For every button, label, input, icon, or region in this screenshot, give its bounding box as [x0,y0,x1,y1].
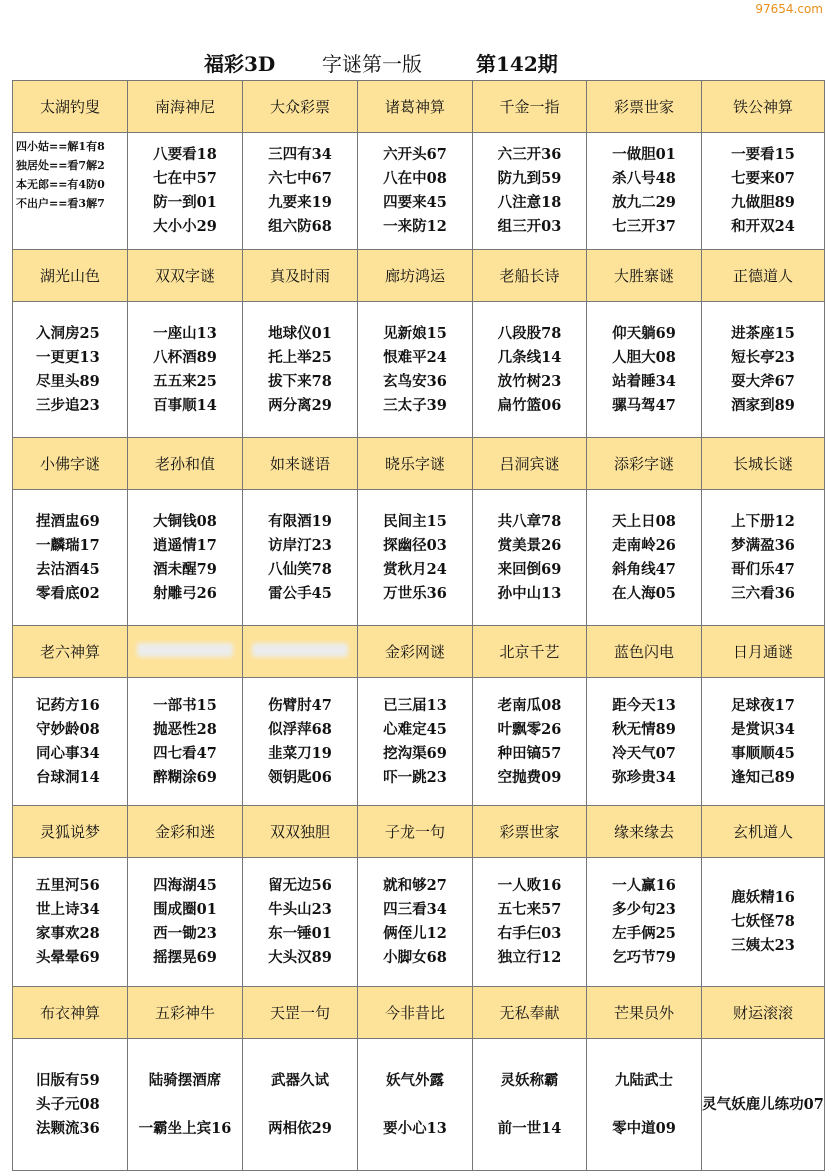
riddle-line: 种田镐57 [497,744,562,762]
riddle-line: 上下册12 [731,512,795,530]
riddle-cell [702,490,825,626]
riddle-line: 前一世14 [497,1119,562,1137]
riddle-line: 已三届13 [383,696,447,714]
riddle-line: 雷公手45 [268,584,332,602]
author-name-cell: 大众彩票 [243,81,358,133]
riddle-line: 酒未醒79 [153,560,217,578]
riddle-line: 射雕弓26 [153,584,217,602]
riddle-cell [358,858,473,987]
riddle-cell [128,490,243,626]
author-name-cell: 五彩神牛 [128,987,243,1039]
author-name-cell [128,626,243,678]
riddle-line: 访岸汀23 [268,536,332,554]
riddle-line: 四三看34 [383,901,447,918]
riddle-row [13,133,825,250]
riddle-cell [587,678,702,806]
riddle-line: 在人海05 [612,584,676,602]
author-name-cell: 长城长谜 [702,438,825,490]
riddle-line: 八段股78 [497,324,562,342]
riddle-line: 骡马驾47 [612,396,676,414]
author-name-cell: 今非昔比 [358,987,473,1039]
riddle-line: 不出户==看3解7 [16,197,105,210]
riddle-cell [243,1039,358,1171]
riddle-line: 百事顺14 [153,396,217,414]
riddle-line: 几条线14 [497,348,562,366]
riddle-cell [128,678,243,806]
riddle-line: 心难定45 [383,720,447,738]
riddle-line: 七要来07 [731,170,795,187]
riddle-line: 玄鸟安36 [383,372,447,390]
riddle-line: 酒家到89 [731,396,795,414]
riddle-line: 尽里头89 [36,372,100,390]
riddle-line: 放九二29 [612,194,676,211]
riddle-line: 逢知己89 [731,768,795,786]
riddle-line: 七三开37 [612,218,676,235]
riddle-cell [587,133,702,250]
riddle-line: 妖气外露 [386,1071,444,1089]
riddle-line: 人胆大08 [612,348,676,366]
author-name-cell: 彩票世家 [473,806,587,858]
author-name-cell: 缘来缘去 [587,806,702,858]
author-name-cell: 子龙一句 [358,806,473,858]
riddle-line: 秋无情89 [612,720,676,738]
riddle-line: 六七中67 [268,170,332,187]
author-name-cell: 晓乐字谜 [358,438,473,490]
riddle-line: 三姨太23 [731,937,795,954]
riddle-cell [13,133,128,250]
riddle-line: 组六防68 [268,218,332,235]
riddle-line: 同心事34 [36,744,100,762]
riddle-line: 拔下来78 [268,372,332,390]
author-name-cell: 南海神尼 [128,81,243,133]
riddle-line: 醉糊涂69 [153,768,217,786]
riddle-line: 八要看18 [153,146,217,163]
riddle-line: 斜角线47 [612,560,676,578]
riddle-cell [473,490,587,626]
page-title [0,44,827,78]
riddle-line: 老南瓜08 [497,696,562,714]
riddle-line: 见新娘15 [383,324,447,342]
author-name-cell: 诸葛神算 [358,81,473,133]
riddle-line: 进茶座15 [731,324,795,342]
riddle-line: 多少句23 [612,901,676,918]
riddle-line: 守妙龄08 [36,720,100,738]
riddle-line: 站着睡34 [612,372,676,390]
riddle-line: 四七看47 [153,744,217,762]
riddle-line: 九要来19 [268,194,332,211]
author-name-cell: 真及时雨 [243,250,358,302]
riddle-line: 天上日08 [612,512,676,530]
riddle-line: 民间主15 [383,512,447,530]
riddle-line: 三步追23 [36,396,100,414]
riddle-cell [243,678,358,806]
riddle-line: 梦满盈36 [731,536,795,554]
riddle-line: 仰天躺69 [612,324,676,342]
riddle-line: 是赏识34 [731,720,795,738]
author-name-cell: 金彩和迷 [128,806,243,858]
riddle-line: 小脚女68 [383,949,447,966]
riddle-line: 八杯酒89 [153,348,217,366]
author-name-cell: 北京千艺 [473,626,587,678]
riddle-line: 三四有34 [268,146,332,163]
author-name-cell: 财运滚滚 [702,987,825,1039]
riddle-line: 共八章78 [497,512,562,530]
riddle-line: 入洞房25 [36,324,100,342]
riddle-row [13,678,825,806]
riddle-line: 事顺顺45 [731,744,795,762]
riddle-line: 大小小29 [153,218,217,235]
author-name-cell: 老船长诗 [473,250,587,302]
riddle-line: 恨难平24 [383,348,447,366]
riddle-line: 一人败16 [497,877,562,894]
author-name-cell: 布衣神算 [13,987,128,1039]
riddle-line: 三太子39 [383,396,447,414]
riddle-line: 扁竹篮06 [497,396,562,414]
riddle-line: 两分离29 [268,396,332,414]
riddle-line: 弥珍贵34 [612,768,676,786]
header-row [13,987,825,1039]
riddle-line: 七妖怪78 [731,913,795,930]
riddle-line: 距今天13 [612,696,676,714]
author-name-cell: 蓝色闪电 [587,626,702,678]
author-name-cell: 正德道人 [702,250,825,302]
riddle-cell [13,678,128,806]
riddle-line: 右手仨03 [497,925,562,942]
header-row [13,81,825,133]
riddle-line: 旧版有59 [36,1071,100,1089]
riddle-line: 陆骑摆酒席 [148,1071,222,1089]
riddle-line: 防一到01 [153,194,217,211]
riddle-line: 抛恶性28 [153,720,217,738]
riddle-cell [358,302,473,438]
riddle-line: 地球仪01 [268,324,332,342]
author-name-cell [243,626,358,678]
riddle-cell [702,678,825,806]
riddle-line: 有限酒19 [268,512,332,530]
riddle-row [13,490,825,626]
riddle-line: 孙中山13 [497,584,562,602]
riddle-line: 大头汉89 [268,949,332,966]
riddle-line: 一人赢16 [612,877,676,894]
author-name-cell: 老六神算 [13,626,128,678]
riddle-line: 五五来25 [153,372,217,390]
riddle-cell [243,133,358,250]
riddle-line: 本无郎==有4防0 [16,178,105,191]
author-name-cell: 无私奉献 [473,987,587,1039]
header-row [13,806,825,858]
riddle-cell [128,858,243,987]
riddle-line: 和开双24 [731,218,795,235]
riddle-line: 赏美景26 [497,536,562,554]
header-row [13,250,825,302]
riddle-cell [128,302,243,438]
riddle-cell [587,1039,702,1171]
author-name-cell: 如来谜语 [243,438,358,490]
riddle-cell [13,858,128,987]
riddle-line: 左手俩25 [612,925,676,942]
author-name-cell: 廊坊鸿运 [358,250,473,302]
author-name-cell: 添彩字谜 [587,438,702,490]
riddle-line: 叶飘零26 [497,720,562,738]
riddle-line: 台球洞14 [36,768,100,786]
riddle-cell [587,490,702,626]
riddle-cell [473,1039,587,1171]
riddle-line: 六三开36 [497,146,562,163]
riddle-line: 防九到59 [497,170,562,187]
author-name-cell: 日月通谜 [702,626,825,678]
riddle-cell [702,302,825,438]
riddle-line: 挖沟渠69 [383,744,447,762]
riddle-line: 记药方16 [36,696,100,714]
riddle-line: 来回倒69 [497,560,562,578]
author-name-cell: 铁公神算 [702,81,825,133]
riddle-cell [702,1039,825,1171]
riddle-cell [473,858,587,987]
riddle-line: 灵妖称霸 [500,1071,559,1089]
riddle-line: 乞巧节79 [612,949,676,966]
author-name-cell: 湖光山色 [13,250,128,302]
riddle-line: 足球夜17 [731,696,795,714]
riddle-line: 五七来57 [497,901,562,918]
riddle-line: 四要来45 [383,194,447,211]
riddle-cell [358,490,473,626]
riddle-cell [702,133,825,250]
riddle-line: 五里河56 [36,877,100,894]
riddle-line: 灵气妖鹿儿练功07 [702,1095,824,1113]
riddle-line: 一要看15 [731,146,795,163]
author-name-cell: 金彩网谜 [358,626,473,678]
riddle-line: 捏酒盅69 [36,512,100,530]
riddle-line: 空抛费09 [497,768,562,786]
author-name-cell: 大胜寨谜 [587,250,702,302]
riddle-cell [473,302,587,438]
riddle-line: 走南岭26 [612,536,676,554]
riddle-line: 耍大斧67 [731,372,795,390]
author-name-cell: 灵狐说梦 [13,806,128,858]
riddle-line: 八仙笑78 [268,560,332,578]
riddle-line: 似浮萍68 [268,720,332,738]
riddle-line: 三六看36 [731,584,795,602]
riddle-line: 武器久试 [271,1071,329,1089]
author-name-cell: 芒果员外 [587,987,702,1039]
riddle-line: 一霸坐上宾16 [138,1119,232,1137]
riddle-line: 去沽酒45 [36,560,100,578]
riddle-cell [128,133,243,250]
site-watermark: 97654.com [755,2,823,16]
riddle-line: 冷天气07 [612,744,676,762]
author-name-cell: 天罡一句 [243,987,358,1039]
riddle-cell [13,490,128,626]
author-name-cell: 双双独胆 [243,806,358,858]
riddle-line: 八注意18 [497,194,562,211]
riddle-cell [358,133,473,250]
riddle-line: 短长亭23 [731,348,795,366]
author-name-cell: 千金一指 [473,81,587,133]
riddle-line: 七在中57 [153,170,217,187]
riddle-line: 四小姑==解1有8 [16,140,105,153]
author-name-cell: 双双字谜 [128,250,243,302]
riddle-cell [587,858,702,987]
riddle-line: 俩侄儿12 [383,925,447,942]
riddle-line: 组三开03 [497,218,562,235]
riddle-cell [587,302,702,438]
riddle-cell [243,490,358,626]
riddle-line: 一更更13 [36,348,100,366]
riddle-line: 摇摆晃69 [153,949,217,966]
riddle-cell [128,1039,243,1171]
riddle-line: 要小心13 [383,1119,447,1137]
riddle-line: 四海湖45 [153,877,217,894]
riddle-line: 大铜钱08 [153,512,217,530]
author-name-cell: 太湖钓叟 [13,81,128,133]
riddle-line: 头子元08 [36,1095,100,1113]
blurred-author-name [252,643,348,657]
riddle-line: 一麟瑞17 [36,536,100,554]
riddle-line: 六开头67 [383,146,447,163]
riddle-line: 东一锤01 [268,925,332,942]
riddle-line: 就和够27 [383,877,447,894]
riddle-cell [13,1039,128,1171]
riddle-line: 一做胆01 [612,146,676,163]
riddle-row [13,302,825,438]
riddle-line: 九陆武士 [615,1071,673,1089]
riddle-line: 八在中08 [383,170,447,187]
riddle-line: 法颗流36 [36,1119,100,1137]
title-edition: 字谜第一版 [322,52,422,76]
author-name-cell: 彩票世家 [587,81,702,133]
riddle-line: 零中道09 [612,1119,676,1137]
riddle-line: 围成圈01 [153,901,217,918]
riddle-line: 赏秋月24 [383,560,447,578]
riddle-line: 领钥匙06 [268,768,332,786]
riddle-line: 留无边56 [268,877,332,894]
title-lottery: 福彩3D [204,52,276,76]
riddle-cell [13,302,128,438]
riddle-cell [473,133,587,250]
riddle-line: 九做胆89 [731,194,795,211]
riddle-line: 一部书15 [153,696,217,714]
riddle-line: 独立行12 [497,949,562,966]
riddle-cell [702,858,825,987]
riddle-line: 两相依29 [268,1119,332,1137]
riddle-line: 一座山13 [153,324,217,342]
header-row [13,626,825,678]
riddle-line: 吓一跳23 [383,768,447,786]
riddle-line: 探幽径03 [383,536,447,554]
riddle-line: 伤臂肘47 [268,696,332,714]
title-issue: 第142期 [476,52,558,76]
riddle-cell [358,1039,473,1171]
riddle-line: 放竹树23 [497,372,562,390]
riddle-line: 独居处==看7解2 [16,159,105,172]
riddle-row [13,1039,825,1171]
riddle-line: 零看底02 [36,584,100,602]
riddle-line: 托上举25 [268,348,332,366]
riddle-line: 逍遥情17 [153,536,217,554]
blurred-author-name [137,643,233,657]
riddle-line: 万世乐36 [383,584,447,602]
riddle-line: 家事欢28 [36,925,100,942]
header-row [13,438,825,490]
riddle-line: 韭菜刀19 [268,744,332,762]
riddle-line: 鹿妖精16 [731,889,795,906]
author-name-cell: 吕洞宾谜 [473,438,587,490]
riddle-row [13,858,825,987]
riddle-line: 哥们乐47 [731,560,795,578]
riddle-line: 一来防12 [383,218,447,235]
author-name-cell: 老孙和值 [128,438,243,490]
riddle-line: 世上诗34 [36,901,100,918]
author-name-cell: 玄机道人 [702,806,825,858]
riddle-cell [473,678,587,806]
author-name-cell: 小佛字谜 [13,438,128,490]
riddle-line: 杀八号48 [612,170,676,187]
riddle-cell [358,678,473,806]
riddle-cell [243,858,358,987]
riddle-line: 头晕晕69 [36,949,100,966]
riddle-cell [243,302,358,438]
riddle-grid [12,80,825,1171]
riddle-line: 牛头山23 [268,901,332,918]
riddle-line: 西一锄23 [153,925,217,942]
